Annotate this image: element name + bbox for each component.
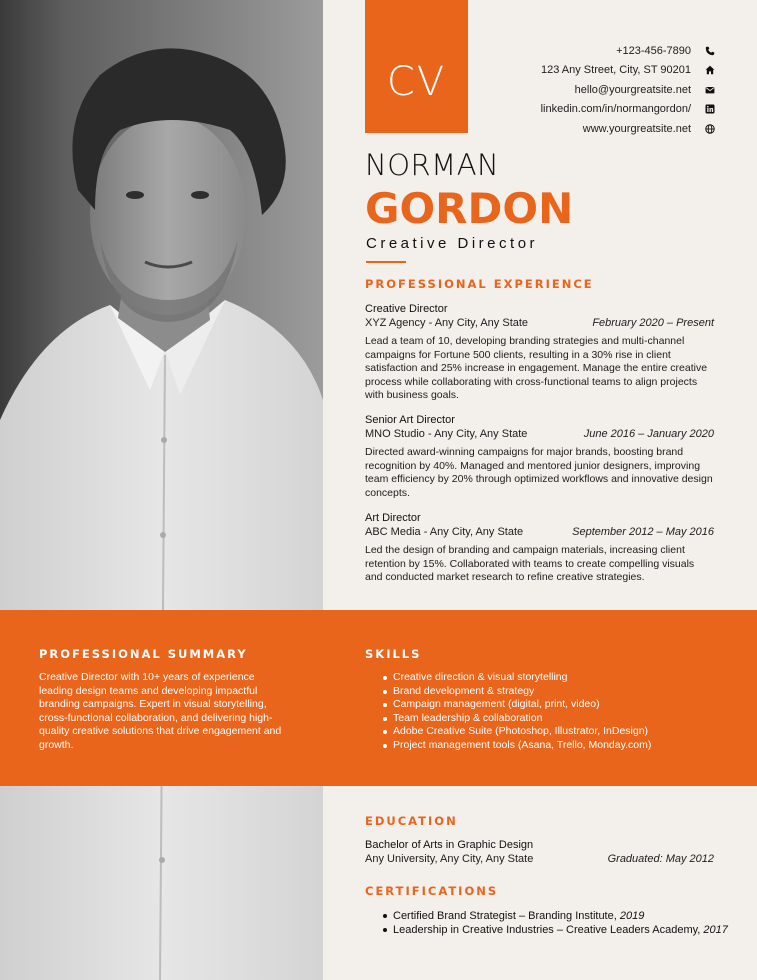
job-dates: June 2016 – January 2020	[583, 428, 714, 440]
experience-item	[365, 511, 714, 585]
education-meta	[365, 852, 714, 866]
education-heading: EDUCATION	[365, 814, 458, 828]
home-icon	[705, 65, 715, 75]
certification-name: Certified Brand Strategist	[393, 910, 516, 922]
contact-address-text: 123 Any Street, City, ST 90201	[540, 64, 691, 77]
job-company: XYZ Agency - Any City, Any State	[365, 317, 529, 329]
certification-name: Leadership in Creative Industries	[393, 924, 554, 936]
last-name: GORDON	[365, 184, 574, 233]
portrait-photo	[0, 0, 323, 980]
skill-item: Creative direction & visual storytelling	[383, 671, 651, 685]
experience-heading: PROFESSIONAL EXPERIENCE	[365, 277, 594, 291]
certification-issuer: – Branding Institute,	[515, 910, 620, 922]
skill-item: Team leadership & collaboration	[383, 712, 651, 726]
contact-phone	[541, 41, 715, 61]
contact-linkedin-text: linkedin.com/in/normangordon/	[540, 103, 691, 116]
job-role: Creative Director	[365, 303, 448, 315]
globe-icon	[705, 124, 715, 134]
education-degree: Bachelor of Arts in Graphic Design	[365, 839, 534, 851]
job-company: MNO Studio - Any City, Any State	[365, 428, 528, 440]
certifications-list	[383, 909, 728, 937]
job-description: Directed award-winning campaigns for major brands, boosting brand recognition by 40%. Managed and mentored junior designers, improving team efficiency by 20% through optimized workflows and innovative design concepts.	[365, 446, 713, 499]
job-role: Senior Art Director	[365, 414, 455, 426]
job-dates: February 2020 – Present	[592, 317, 714, 329]
contact-email	[541, 80, 715, 100]
experience-item	[365, 302, 714, 403]
job-meta	[365, 427, 714, 441]
job-meta	[365, 525, 714, 539]
certification-item	[383, 909, 728, 923]
job-description: Led the design of branding and campaign materials, increasing client retention by 15%. Collaborated with teams to create compelling visuals and conducted market research to refine creative strategies.	[365, 544, 695, 583]
job-meta	[365, 316, 714, 330]
education-dates: Graduated: May 2012	[607, 853, 714, 865]
job-role: Art Director	[365, 512, 421, 524]
title-divider	[366, 261, 406, 263]
job-title: Creative Director	[366, 235, 539, 252]
contact-list	[541, 41, 715, 139]
skills-heading: SKILLS	[365, 647, 422, 661]
skills-list	[383, 671, 651, 753]
education-item	[365, 838, 714, 866]
phone-icon	[705, 46, 715, 56]
certifications-heading: CERTIFICATIONS	[365, 884, 499, 898]
skill-item: Campaign management (digital, print, video)	[383, 698, 651, 712]
summary-text: Creative Director with 10+ years of experience leading design teams and developing impactful branding campaigns. Expert in visual storytelling, cross-functional collaboration, and delivering high-quality creative solutions that drive engagement and growth.	[39, 671, 282, 751]
contact-address	[541, 61, 715, 81]
linkedin-icon	[705, 104, 715, 114]
contact-website	[541, 119, 715, 139]
certification-issuer: – Creative Leaders Academy,	[553, 924, 704, 936]
certification-year: 2017	[703, 924, 728, 936]
certification-item	[383, 923, 728, 937]
certification-year: 2019	[619, 910, 645, 922]
contact-phone-text: +123-456-7890	[616, 44, 691, 57]
education-school: Any University, Any City, Any State	[365, 853, 534, 865]
skill-item: Brand development & strategy	[383, 685, 651, 699]
skill-item: Project management tools (Asana, Trello, Monday.com)	[383, 739, 651, 753]
contact-linkedin	[541, 100, 715, 120]
summary-heading: PROFESSIONAL SUMMARY	[39, 647, 248, 661]
job-company: ABC Media - Any City, Any State	[365, 526, 524, 538]
job-dates: September 2012 – May 2016	[572, 526, 714, 538]
experience-item	[365, 413, 714, 500]
first-name: NORMAN	[365, 148, 500, 182]
mail-icon	[705, 85, 715, 95]
cv-badge: CV	[365, 0, 468, 133]
contact-website-text: www.yourgreatsite.net	[582, 122, 691, 135]
skill-item: Adobe Creative Suite (Photoshop, Illustrator, InDesign)	[383, 725, 651, 739]
contact-email-text: hello@yourgreatsite.net	[574, 83, 691, 96]
job-description: Lead a team of 10, developing branding strategies and multi-channel campaigns for Fortune 500 clients, resulting in a 30% rise in client satisfaction and 25% increase in engagement. Manage the entire creative process while collaborating with cross-functional teams to align projects with business goals.	[365, 335, 708, 401]
